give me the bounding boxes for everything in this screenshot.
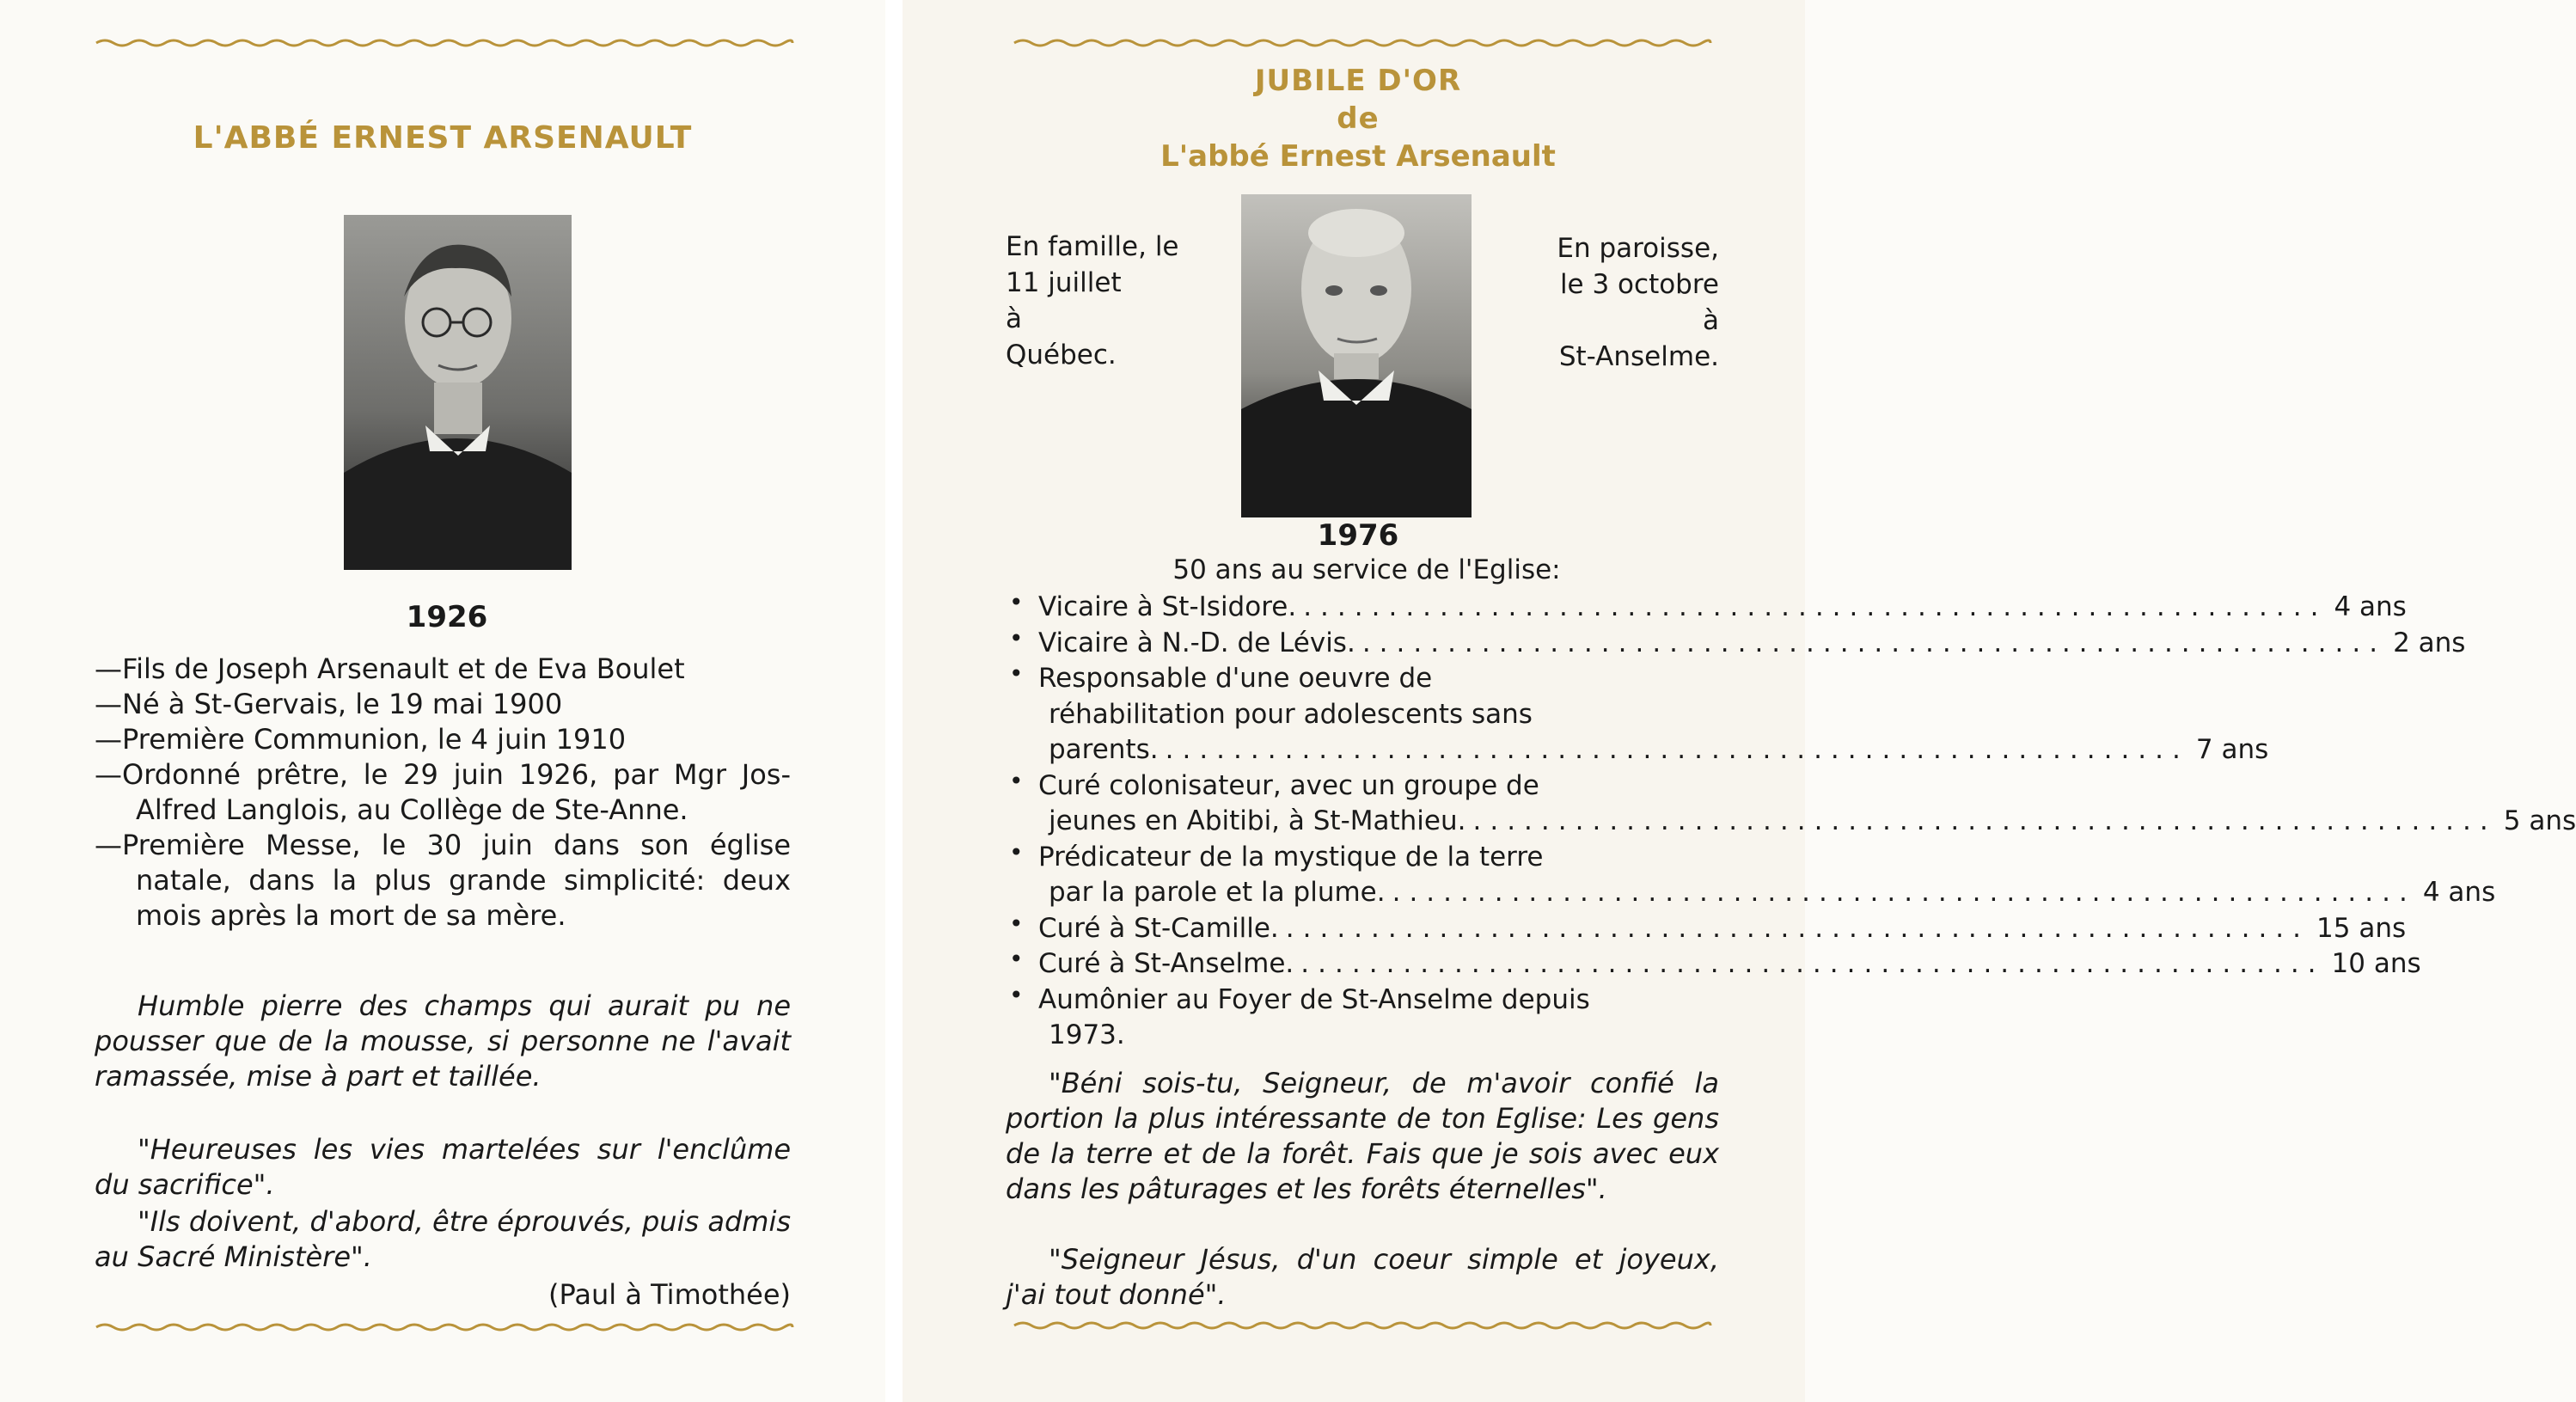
service-item <box>1006 945 2421 983</box>
bio-item: —Ordonné prêtre, le 29 juin 1926, par Mgr Jos-Alfred Langlois, au Collège de Ste-Anne. <box>95 758 791 826</box>
portrait-photo-1976 <box>1241 194 1472 517</box>
service-duration: 2 ans <box>2393 627 2466 658</box>
family-line: Québec. <box>1006 340 1117 370</box>
service-duration: 7 ans <box>2195 734 2269 765</box>
bio-item: —Fils de Joseph Arsenault et de Eva Boulet <box>95 652 685 685</box>
service-label: Aumônier au Foyer de St-Anselme depuis <box>1038 983 1590 1015</box>
parish-line: à <box>1703 305 1719 336</box>
quote-anvil: "Heureuses les vies martelées sur l'enclûme du sacrifice". <box>95 1133 791 1201</box>
service-list <box>1006 588 2576 1054</box>
bottom-ornament-border <box>96 1322 792 1332</box>
family-line: 11 juillet <box>1006 267 1122 298</box>
dot-leader: ............................................................ <box>1300 948 2325 979</box>
service-item <box>1006 980 1719 1054</box>
page-title: L'ABBÉ ERNEST ARSENAULT <box>193 120 693 156</box>
service-label: Curé à St-Anselme. <box>1038 948 1294 979</box>
service-duration: 10 ans <box>2331 948 2421 979</box>
service-item <box>1006 909 2407 947</box>
parish-line: St-Anselme. <box>1558 341 1719 372</box>
right-page <box>903 0 2576 1402</box>
bullet-icon: • <box>1009 980 1024 1009</box>
service-label: 1973. <box>1049 1019 1125 1050</box>
dot-leader: ............................................................ <box>1361 627 2387 658</box>
service-item <box>1006 588 2407 626</box>
top-ornament-border <box>96 38 792 48</box>
quote-ministry: "Ils doivent, d'abord, être éprouvés, puis admis au Sacré Ministère". <box>95 1205 791 1273</box>
bio-item: —Première Communion, le 4 juin 1910 <box>95 723 627 756</box>
portrait-photo-1926 <box>344 215 572 570</box>
service-label: réhabilitation pour adolescents sans <box>1049 698 1533 730</box>
biography-list <box>95 652 791 934</box>
title-line: JUBILE D'OR <box>1254 64 1462 98</box>
service-label: Vicaire à St-Isidore. <box>1038 591 1297 622</box>
title-line: L'abbé Ernest Arsenault <box>1160 139 1556 174</box>
service-label: Vicaire à N.-D. de Lévis. <box>1038 627 1355 658</box>
service-label: parents. <box>1049 734 1159 765</box>
service-duration: 5 ans <box>2503 805 2576 836</box>
left-page <box>0 0 885 1402</box>
service-label: Curé colonisateur, avec un groupe de <box>1038 769 1539 801</box>
year-label: 1926 <box>406 600 488 634</box>
dot-leader: ............................................................ <box>1285 912 2310 944</box>
lord-jesus-quote: "Seigneur Jésus, d'un coeur simple et joyeux, j'ai tout donné". <box>1006 1243 1719 1311</box>
service-label: Responsable d'une oeuvre de <box>1038 663 1433 694</box>
service-duration: 4 ans <box>2334 591 2407 622</box>
year-label: 1976 <box>1317 518 1399 553</box>
dot-leader: ............................................................ <box>1392 877 2416 908</box>
family-line: En famille, le <box>1006 231 1179 262</box>
dot-leader: ............................................................ <box>1165 734 2189 765</box>
jubilee-title <box>1006 62 1710 175</box>
parish-line: le 3 octobre <box>1559 269 1719 300</box>
service-item <box>1006 623 2466 662</box>
service-label: Prédicateur de la mystique de la terre <box>1038 841 1544 872</box>
blessing-quote: "Béni sois-tu, Seigneur, de m'avoir confié la portion la plus intéressante de ton Eglise: Les gens de la terre et de la forêt. Fais que je sois avec eux dans les pâturages et les forêts éternelles". <box>1006 1067 1719 1205</box>
bottom-ornament-border <box>1014 1320 1710 1331</box>
service-label: par la parole et la plume. <box>1049 877 1386 908</box>
parish-celebration-text <box>1470 230 1719 375</box>
bullet-icon: • <box>1009 909 1024 938</box>
bio-item: —Première Messe, le 30 juin dans son église natale, dans la plus grande simplicité: deux mois après la mort de sa mère. <box>95 829 791 932</box>
family-line: à <box>1006 303 1022 334</box>
service-duration: 4 ans <box>2422 877 2496 908</box>
bullet-icon: • <box>1009 659 1024 688</box>
page-gutter <box>885 0 903 1402</box>
dot-leader: ............................................................ <box>1303 591 2328 622</box>
service-label: jeunes en Abitibi, à St-Mathieu. <box>1049 805 1466 836</box>
bio-item: —Né à St-Gervais, le 19 mai 1900 <box>95 688 563 720</box>
service-duration: 15 ans <box>2316 912 2407 944</box>
title-line: de <box>1337 101 1380 136</box>
citation: (Paul à Timothée) <box>548 1278 791 1311</box>
family-celebration-text <box>1006 229 1221 373</box>
bullet-icon: • <box>1009 837 1024 866</box>
service-label: Curé à St-Camille. <box>1038 912 1279 944</box>
service-item <box>1006 766 2576 840</box>
service-heading: 50 ans au service de l'Eglise: <box>1172 554 1561 585</box>
top-ornament-border <box>1014 38 1710 48</box>
service-item <box>1006 659 2269 768</box>
bullet-icon: • <box>1009 623 1024 652</box>
service-item <box>1006 837 2496 911</box>
bullet-icon: • <box>1009 766 1024 795</box>
dot-leader: ............................................................ <box>1472 805 2497 836</box>
bullet-icon: • <box>1009 945 1024 973</box>
parish-line: En paroisse, <box>1557 233 1719 264</box>
bullet-icon: • <box>1009 588 1024 616</box>
humble-stone-paragraph: Humble pierre des champs qui aurait pu ne pousser que de la mousse, si personne ne l'avait ramassée, mise à part et taillée. <box>95 989 791 1093</box>
